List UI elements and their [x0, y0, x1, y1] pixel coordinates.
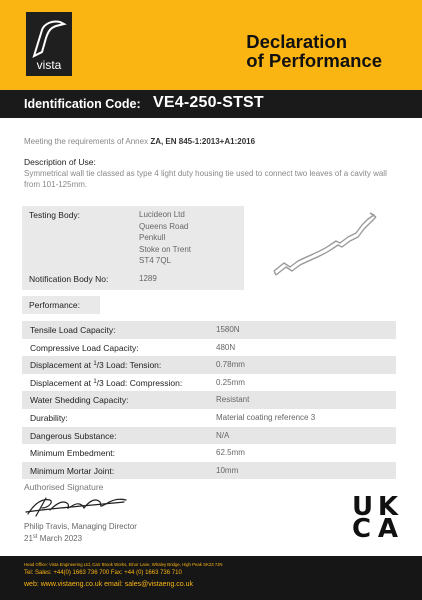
address-line: Penkull: [139, 233, 166, 242]
row-value: 0.78mm: [216, 360, 245, 370]
ukca-row-2: [352, 514, 398, 544]
table-row: [22, 427, 396, 445]
footer-web-email: web: www.vistaeng.co.uk email: sales@vistaeng.co.uk: [24, 581, 193, 588]
key-fraction-denominator: 3: [99, 377, 104, 388]
row-key: Minimum Mortar Joint:: [30, 465, 115, 476]
row-value: 1580N: [216, 325, 240, 334]
footer-bar: [0, 556, 422, 600]
title-line-1: Declaration: [246, 31, 348, 52]
key-fraction-numerator: 1: [93, 361, 97, 368]
address-line: ST4 7QL: [139, 256, 172, 265]
row-value: Material coating reference 3: [216, 412, 316, 422]
table-row: [22, 462, 396, 480]
date-suffix: st: [32, 534, 38, 540]
date-rest: March 2023: [37, 534, 83, 543]
row-key: Minimum Embedment:: [30, 448, 116, 459]
row-key: Compressive Load Capacity:: [30, 342, 139, 353]
notification-body-value: 1289: [139, 274, 157, 283]
address-line: Queens Road: [139, 221, 189, 231]
key-fraction-slash: /: [96, 360, 100, 371]
row-value: Resistant: [216, 395, 250, 405]
title-line-2: of Performance: [246, 50, 382, 71]
ukca-letter: K: [377, 492, 398, 522]
key-text-end: Load: Compression:: [103, 377, 183, 388]
logo-text: vista: [36, 58, 62, 72]
table-row: [22, 321, 396, 339]
signer-name: Philip Travis, Managing Director: [24, 522, 137, 531]
signature-date: [24, 532, 137, 544]
handwritten-signature: [24, 490, 134, 520]
signature-label: Authorised Signature: [24, 482, 104, 492]
requirements-prefix: Meeting the requirements of Annex: [24, 137, 149, 146]
row-key: Dangerous Substance:: [30, 430, 117, 441]
key-text: Displacement at: [30, 360, 94, 371]
identification-label: Identification Code:: [24, 97, 141, 111]
footer-address: Head Office: Vista Engineering Ltd, Carr Brook Works, Elnor Lane, Whaley Bridge, High Peak SK23 7JN: [24, 562, 223, 567]
table-row: [22, 356, 396, 374]
ukca-letter: C: [352, 514, 372, 544]
performance-heading-box: [22, 296, 100, 314]
signer-details: [24, 521, 137, 544]
key-text: Displacement at: [30, 377, 94, 388]
date-day: 21: [24, 534, 33, 543]
table-row: [22, 339, 396, 357]
table-row: [22, 374, 396, 392]
row-value: 0.25mm: [216, 377, 245, 387]
ukca-letter: U: [352, 492, 374, 522]
description-text: Symmetrical wall tie classed as type 4 light duty housing tie used to connect two leaves of a cavity wall from 101-125mm.: [24, 169, 387, 189]
document-title: [246, 32, 382, 70]
row-value: 10mm: [216, 465, 239, 475]
header-banner: [0, 0, 422, 90]
row-key: [30, 378, 182, 388]
row-value: 62.5mm: [216, 448, 245, 458]
description-heading: Description of Use:: [24, 157, 96, 167]
row-value: 480N: [216, 342, 236, 352]
address-line: Lucideon Ltd: [139, 210, 185, 219]
key-fraction-denominator: 3: [99, 360, 104, 371]
performance-table: [22, 321, 396, 479]
key-text-end: Load: Tension:: [103, 360, 162, 371]
key-fraction-slash: /: [96, 377, 100, 388]
identification-code: VE4-250-STST: [153, 94, 264, 111]
requirements-standard: ZA, EN 845-1:2013+A1:2016: [150, 137, 256, 146]
notification-body-label: Notification Body No:: [29, 274, 109, 284]
testing-body-address: [139, 209, 191, 267]
row-key: Tensile Load Capacity:: [30, 325, 116, 335]
testing-body-label: Testing Body:: [29, 210, 81, 220]
identification-bar: [0, 90, 422, 118]
row-key: [30, 360, 161, 370]
wall-tie-illustration: [270, 205, 382, 285]
ukca-mark: [352, 492, 398, 544]
vista-logo: [26, 12, 72, 76]
table-row: [22, 444, 396, 462]
requirements-text: [24, 137, 255, 146]
ukca-letter: A: [377, 514, 398, 544]
footer-phone: Tel: Sales: +44(0) 1663 736 700 Fax: +44 (0) 1663 736 710: [24, 570, 182, 576]
table-row: [22, 409, 396, 427]
performance-heading: Performance:: [29, 300, 81, 310]
key-fraction-numerator: 1: [93, 378, 97, 385]
table-row: [22, 391, 396, 409]
address-line: Stoke on Trent: [139, 244, 192, 254]
row-value: N/A: [216, 430, 230, 440]
row-key: Water Shedding Capacity:: [30, 395, 129, 406]
row-key: Durability:: [30, 412, 68, 423]
